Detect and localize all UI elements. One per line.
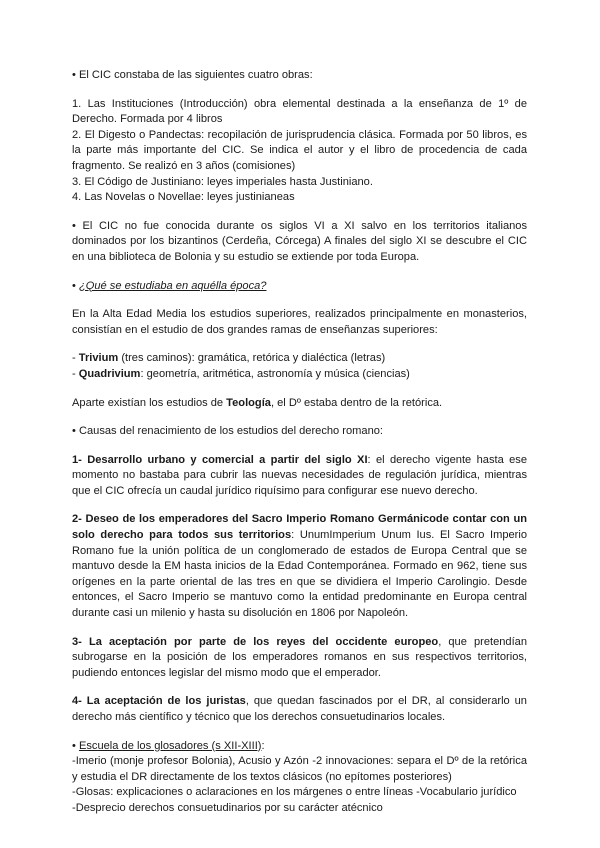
causa-2-paragraph — [72, 512, 527, 621]
causa-1-paragraph — [72, 453, 527, 500]
glosadores-line-3: -Glosas: explicaciones o aclaraciones en los márgenes o entre líneas -Vocabulario jurídico — [72, 786, 517, 799]
causa-3-line-3: pudiendo entonces legislar del mismo modo que el emperador. — [72, 666, 381, 679]
cic-line-2: dominados por los bizantinos (Cerdeña, Córcega) A finales del siglo XI se descubre el CIC — [72, 235, 527, 248]
obra-4-line: 4. Las Novelas o Novellae: leyes justinianeas — [72, 191, 295, 204]
causa-2-line-4: mantuvo desde la EM hasta inicios de la Edad Contemporánea. Formado en 962, tiene sus — [72, 560, 527, 573]
ramas-list — [72, 351, 527, 382]
pregunta-text: ¿Qué se estudiaba en aquélla época? — [78, 279, 267, 292]
alta-edad-line-2: consistían en el estudio de dos grandes ramas de enseñanzas superiores: — [72, 323, 438, 336]
obra-3-line: 3. El Código de Justiniano: leyes imperiales hasta Justiniano. — [72, 175, 373, 188]
obras-list — [72, 97, 527, 206]
causas-heading: • Causas del renacimiento de los estudios del derecho romano: — [72, 425, 383, 438]
trivium-item: - Trivium (tres caminos): gramática, retórica y dialéctica (letras) — [72, 352, 386, 365]
causa-2-line-3: Romano fue la unión política de un conglomerado de estados de Europa Central que se — [72, 544, 527, 557]
cic-conocida-paragraph — [72, 219, 527, 266]
causa-1-line-1: 1- Desarrollo urbano y comercial a partir del siglo XI: el derecho vigente hasta ese — [72, 453, 527, 466]
pregunta-heading: • ¿Qué se estudiaba en aquélla época? — [72, 279, 267, 292]
causa-2-line-1: 2- Deseo de los emperadores del Sacro Imperio Romano Germánicode contar con un — [72, 513, 527, 526]
causa-3-line-2: subrogarse en la posición de los emperadores romanos en sus respectivos territorios, — [72, 651, 527, 664]
glosadores-title: Escuela de los glosadores (s XII-XIII) — [78, 739, 262, 752]
alta-edad-paragraph — [72, 307, 527, 338]
quadrivium-item: - Quadrivium: geometría, aritmética, astronomía y música (ciencias) — [72, 367, 410, 380]
teologia-paragraph: Aparte existían los estudios de Teología, el Dº estaba dentro de la retórica. — [72, 396, 443, 409]
trivium-term: Trivium — [78, 352, 119, 365]
causa-2-line-2: solo derecho para todos sus territorios: UnumImperium Unum Ius. El Sacro Imperio — [72, 529, 527, 542]
causa-4-line-2: derecho más científico y técnico que los derechos consuetudinarios locales. — [72, 711, 446, 723]
glosadores-heading: • Escuela de los glosadores (s XII-XIII): — [72, 739, 265, 752]
obra-2-line-1: 2. El Digesto o Pandectas: recopilación de jurisprudencia clásica. Formada por 50 libros, es — [72, 128, 527, 141]
causa-3-line-1: 3- La aceptación por parte de los reyes del occidente europeo, que pretendían — [72, 635, 527, 648]
causa-4-line-1: 4- La aceptación de los juristas, que quedan fascinados por el DR, al considerarlo un — [72, 695, 527, 708]
causa-2-line-7: durante casi un milenio y hasta su disolución en 1806 por Napoleón. — [72, 607, 409, 620]
cic-line-1: • El CIC no fue conocida durante os siglos VI a XI salvo en los territorios italianos — [72, 219, 527, 232]
obra-1-line-1: 1. Las Instituciones (Introducción) obra elemental destinada a la enseñanza de 1º de — [72, 97, 527, 110]
causa-1-line-3: que el CIC ofrecía un caudal jurídico riquísimo para configurar ese nuevo derecho. — [72, 484, 478, 497]
quadrivium-term: Quadrivium — [78, 367, 141, 380]
teologia-term: Teología — [226, 396, 271, 409]
obra-1-line-2: Derecho. Formada por 4 libros — [72, 113, 223, 126]
causa-4-paragraph — [72, 694, 527, 725]
obra-2-line-3: fragmento. Se realizó en 3 años (comisiones) — [72, 159, 296, 172]
document-body — [72, 68, 527, 817]
causa-3-paragraph — [72, 635, 527, 682]
glosadores-line-4: -Desprecio derechos consuetudinarios por su carácter atécnico — [72, 801, 383, 814]
intro-paragraph: • El CIC constaba de las siguientes cuatro obras: — [72, 69, 313, 81]
glosadores-section — [72, 739, 527, 817]
glosadores-line-2: y estudia el DR directamente de los textos clásicos (no epítomes posteriores) — [72, 770, 452, 783]
causa-1-line-2: momento no bastaba para cubrir las nuevas necesidades de regulación jurídica, mientras — [72, 469, 527, 482]
obra-2-line-2: la parte más importante del CIC. Se indica el autor y el libro de procedencia de cada — [72, 144, 527, 157]
alta-edad-line-1: En la Alta Edad Media los estudios superiores, realizados principalmente en monasterios, — [72, 308, 527, 321]
causa-2-line-6: entonces, el Sacro Imperio se mantuvo como la entidad predominante en Europa central — [72, 591, 527, 604]
causa-2-line-5: orígenes en la parte oriental de las tres en que se dividiera el Imperio Carolingio. Desde — [72, 575, 527, 588]
cic-line-3: en una biblioteca de Bolonia y su estudio se extiende por toda Europa. — [72, 250, 420, 263]
glosadores-line-1: -Imerio (monje profesor Bolonia), Acusio y Azón -2 innovaciones: separa el Dº de la retórica — [72, 755, 527, 768]
